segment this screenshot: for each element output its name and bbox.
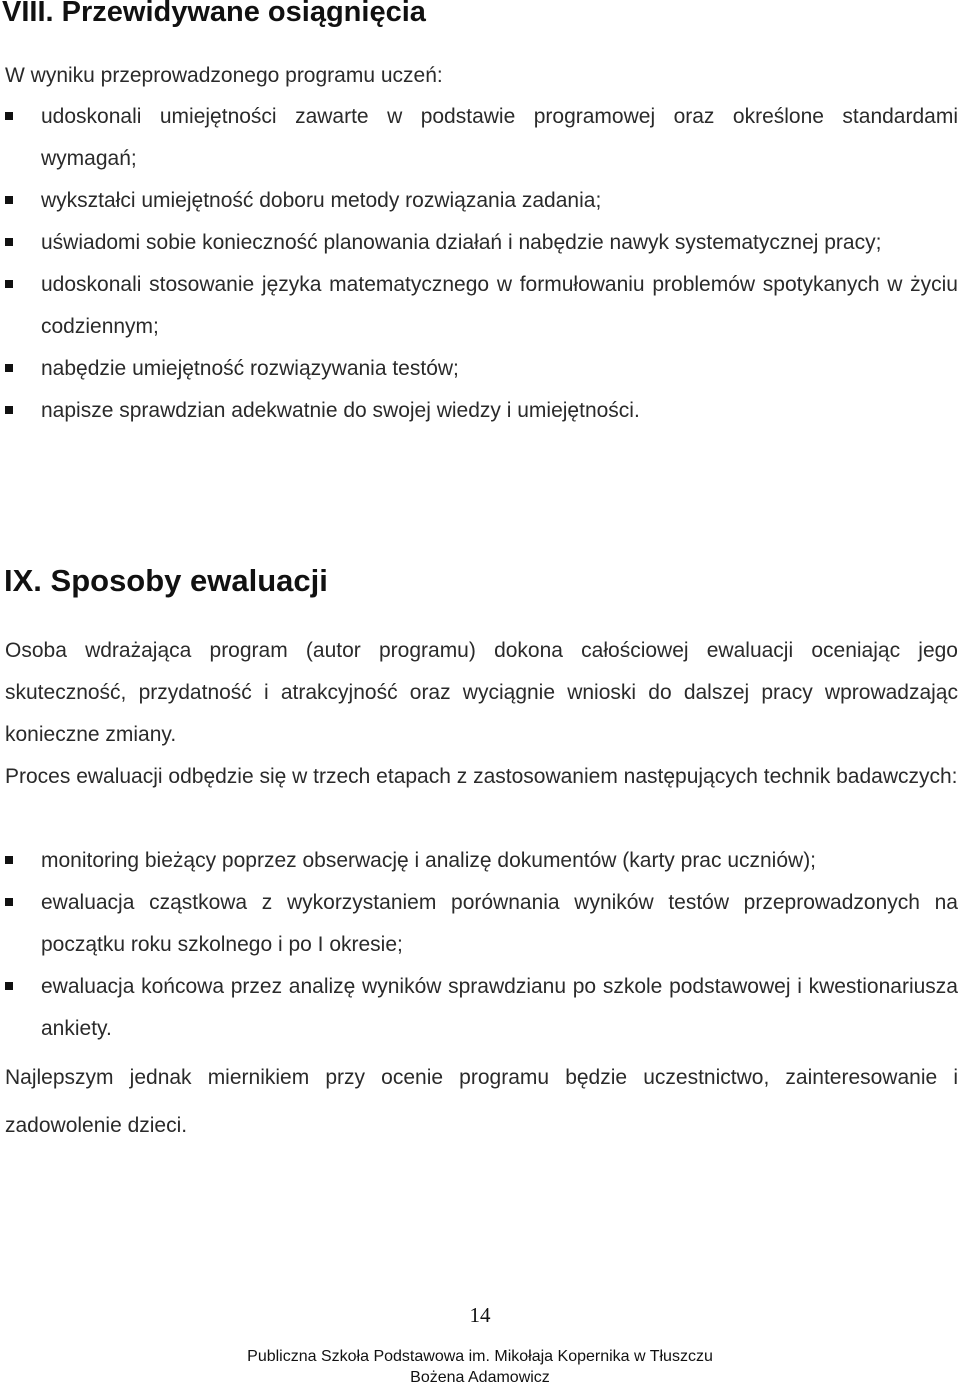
square-bullet-icon bbox=[5, 856, 13, 864]
section-heading-ix: IX. Sposoby ewaluacji bbox=[4, 563, 328, 598]
square-bullet-icon bbox=[5, 112, 13, 120]
list-item: udoskonali umiejętności zawarte w podstawie programowej oraz określone standardami wymagań; bbox=[0, 96, 958, 180]
list-item: napisze sprawdzian adekwatnie do swojej wiedzy i umiejętności. bbox=[0, 390, 958, 432]
list-item: uświadomi sobie konieczność planowania działań i nabędzie nawyk systematycznej pracy; bbox=[0, 222, 958, 264]
footer-school: Publiczna Szkoła Podstawowa im. Mikołaja Kopernika w Tłuszczu bbox=[247, 1348, 713, 1365]
page-number: 14 bbox=[469, 1303, 491, 1327]
evaluation-process-paragraph: Proces ewaluacji odbędzie się w trzech etapach z zastosowaniem następujących technik badawczych: bbox=[5, 765, 958, 788]
achievements-list bbox=[0, 96, 958, 432]
square-bullet-icon bbox=[5, 196, 13, 204]
list-item: nabędzie umiejętność rozwiązywania testów; bbox=[0, 348, 958, 390]
list-item: wykształci umiejętność doboru metody rozwiązania zadania; bbox=[0, 180, 958, 222]
square-bullet-icon bbox=[5, 364, 13, 372]
section-intro: W wyniku przeprowadzonego programu uczeń: bbox=[5, 64, 443, 87]
section-heading-viii: VIII. Przewidywane osiągnięcia bbox=[2, 0, 426, 28]
evaluation-paragraph: Osoba wdrażająca program (autor programu) dokona całościowej ewaluacji oceniając jego skuteczność, przydatność i atrakcyjność oraz wyciągnie wnioski do dalszej pracy wprowadzając konieczne zmiany. bbox=[5, 639, 958, 746]
square-bullet-icon bbox=[5, 982, 13, 990]
square-bullet-icon bbox=[5, 406, 13, 414]
closing-paragraph: Najlepszym jednak miernikiem przy ocenie programu będzie uczestnictwo, zainteresowanie i zadowolenie dzieci. bbox=[5, 1066, 958, 1137]
list-item: udoskonali stosowanie języka matematycznego w formułowaniu problemów spotykanych w życiu codziennym; bbox=[0, 264, 958, 348]
square-bullet-icon bbox=[5, 280, 13, 288]
list-item: ewaluacja końcowa przez analizę wyników sprawdzianu po szkole podstawowej i kwestionariusza ankiety. bbox=[0, 966, 958, 1050]
evaluation-techniques-list bbox=[0, 840, 958, 1050]
square-bullet-icon bbox=[5, 898, 13, 906]
footer-author: Bożena Adamowicz bbox=[410, 1369, 550, 1386]
square-bullet-icon bbox=[5, 238, 13, 246]
list-item: ewaluacja cząstkowa z wykorzystaniem porównania wyników testów przeprowadzonych na początku roku szkolnego i po I okresie; bbox=[0, 882, 958, 966]
list-item: monitoring bieżący poprzez obserwację i analizę dokumentów (karty prac uczniów); bbox=[0, 840, 958, 882]
